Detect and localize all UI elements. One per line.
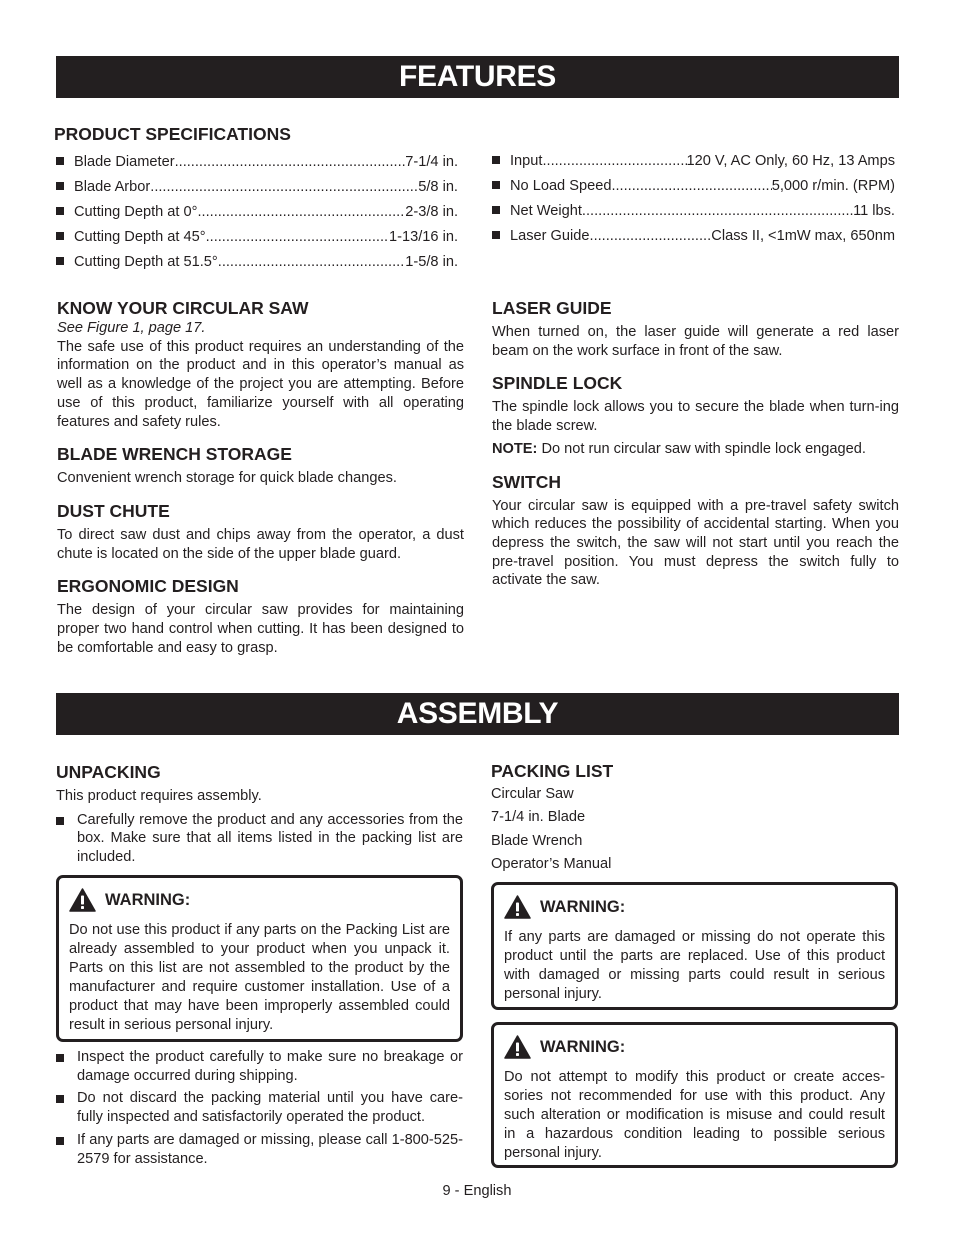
warning-header: [504, 895, 885, 919]
features-banner: FEATURES: [56, 56, 899, 98]
spec-item: Laser Guide ..... Class II, <1mW max, 650nm: [492, 226, 895, 251]
spec-item: Cutting Depth at 45° ..... 1-13/16 in.: [56, 227, 458, 252]
dust-chute-heading: DUST CHUTE: [57, 500, 170, 521]
bullet-square-icon: [56, 182, 64, 190]
product-specifications-section: [54, 124, 474, 144]
assembly-banner: ASSEMBLY: [56, 693, 899, 735]
know-your-saw-text: The safe use of this product requires an understanding of the information on the product and in this operator’s manual as well as a knowledge of the project you are attempting. Before use of this product, familiarize yourself with all operating features and safety rules.: [57, 338, 464, 430]
warning-box-unpacking: [56, 875, 463, 1042]
specs-list-left: [56, 152, 458, 277]
unpacking-bullets-bottom: [56, 1048, 463, 1168]
bullet-square-icon: [56, 207, 64, 215]
warning-triangle-icon: [504, 1035, 531, 1059]
spec-item: No Load Speed ..... 5,000 r/min. (RPM): [492, 176, 895, 201]
blade-wrench-storage-text: Convenient wrench storage for quick blade changes.: [57, 470, 397, 487]
packing-list-section: [491, 761, 899, 876]
unpacking-intro: This product requires assembly.: [56, 788, 262, 804]
list-item: Do not discard the packing material until you have care-fully inspected and satisfactorily operated the product.: [56, 1089, 463, 1126]
note-label: NOTE:: [492, 440, 538, 457]
spindle-lock-text: The spindle lock allows you to secure the blade when turn-ing the blade screw.: [492, 399, 899, 435]
features-left-column: [57, 298, 464, 657]
bullet-square-icon: [492, 181, 500, 189]
laser-guide-heading: LASER GUIDE: [492, 298, 612, 318]
ergonomic-design-text: The design of your circular saw provides for maintaining proper two hand control when cutting. It has been designed to be comfortable and easy to grasp.: [57, 602, 464, 656]
dust-chute-text: To direct saw dust and chips away from the operator, a dust chute is located on the side of the upper blade guard.: [57, 526, 464, 562]
page-number: 9 - English: [442, 1183, 512, 1199]
warning-text: Do not attempt to modify this product or create acces-sories not recommended for use with this product. Any such alteration or modification is misuse and could result in a hazardous condition leading to possible serious personal injury.: [504, 1069, 885, 1161]
bullet-square-icon: [56, 157, 64, 165]
warning-label: WARNING:: [540, 1037, 626, 1056]
warning-box-modification: [491, 1022, 898, 1168]
know-your-saw-heading: KNOW YOUR CIRCULAR SAW: [57, 298, 309, 318]
product-specifications-heading: PRODUCT SPECIFICATIONS: [54, 124, 291, 144]
warning-header: [69, 888, 450, 912]
bullet-square-icon: [56, 1054, 64, 1062]
bullet-square-icon: [56, 257, 64, 265]
list-item: Circular Saw: [491, 786, 574, 802]
note-text: Do not run circular saw with spindle lock engaged.: [537, 440, 866, 457]
spec-item: Blade Arbor ..... 5/8 in.: [56, 177, 458, 202]
list-item: 7-1/4 in. Blade: [491, 809, 586, 826]
spec-item: Cutting Depth at 0° ..... 2-3/8 in.: [56, 202, 458, 227]
warning-text: Do not use this product if any parts on the Packing List are already assembled to your product when you unpack it. Parts on this list are not assembled to the product by the manufacturer and require customer installation. Use of a product that may have been improperly assembled could result in serious personal injury.: [69, 922, 450, 1033]
bullet-square-icon: [492, 206, 500, 214]
list-item: Blade Wrench: [491, 832, 583, 849]
spec-item: Input ..... 120 V, AC Only, 60 Hz, 13 Amps: [492, 151, 895, 176]
spec-item: Cutting Depth at 51.5° ..... 1-5/8 in.: [56, 252, 458, 277]
specs-list-right: [492, 151, 895, 251]
spindle-lock-heading: SPINDLE LOCK: [492, 373, 623, 394]
warning-header: [504, 1035, 885, 1059]
list-item: If any parts are damaged or missing, please call 1-800-525-2579 for assistance.: [56, 1131, 463, 1168]
bullet-square-icon: [56, 1137, 64, 1145]
bullet-square-icon: [56, 817, 64, 825]
bullet-square-icon: [56, 232, 64, 240]
packing-list-heading: PACKING LIST: [491, 761, 614, 781]
spindle-lock-note: [492, 440, 899, 459]
spec-item: Blade Diameter ..... 7-1/4 in.: [56, 152, 458, 177]
bullet-square-icon: [492, 231, 500, 239]
warning-text: If any parts are damaged or missing do not operate this product until the parts are replaced. Use of this product with damaged or missing parts could result in serious personal injury.: [504, 929, 885, 1002]
packing-list-items: [491, 783, 899, 876]
warning-label: WARNING:: [105, 890, 191, 909]
unpacking-heading: UNPACKING: [56, 762, 161, 782]
spec-item: Net Weight ..... 11 lbs.: [492, 201, 895, 226]
warning-triangle-icon: [504, 895, 531, 919]
features-right-column: [492, 298, 899, 590]
switch-heading: SWITCH: [492, 471, 562, 492]
list-item: Inspect the product carefully to make sure no breakage or damage occurred during shipping.: [56, 1048, 463, 1085]
bullet-square-icon: [56, 1095, 64, 1103]
blade-wrench-storage-heading: BLADE WRENCH STORAGE: [57, 444, 292, 465]
warning-label: WARNING:: [540, 897, 626, 916]
list-item: Carefully remove the product and any accessories from the box. Make sure that all items listed in the packing list are included.: [56, 811, 463, 867]
figure-reference: See Figure 1, page 17.: [57, 320, 206, 336]
warning-triangle-icon: [69, 888, 96, 912]
bullet-square-icon: [492, 156, 500, 164]
switch-text: Your circular saw is equipped with a pre-travel safety switch which reduces the possibility of accidental starting. When you depress the switch, the saw will not start until you reach the pre-travel position. You must depress the switch fully to activate the saw.: [492, 497, 899, 589]
list-item: Operator’s Manual: [491, 855, 612, 872]
warning-box-damaged-parts: [491, 882, 898, 1010]
unpacking-section: [56, 762, 463, 867]
laser-guide-text: When turned on, the laser guide will generate a red laser beam on the work surface in front of the saw.: [492, 324, 899, 359]
ergonomic-design-heading: ERGONOMIC DESIGN: [57, 576, 239, 597]
